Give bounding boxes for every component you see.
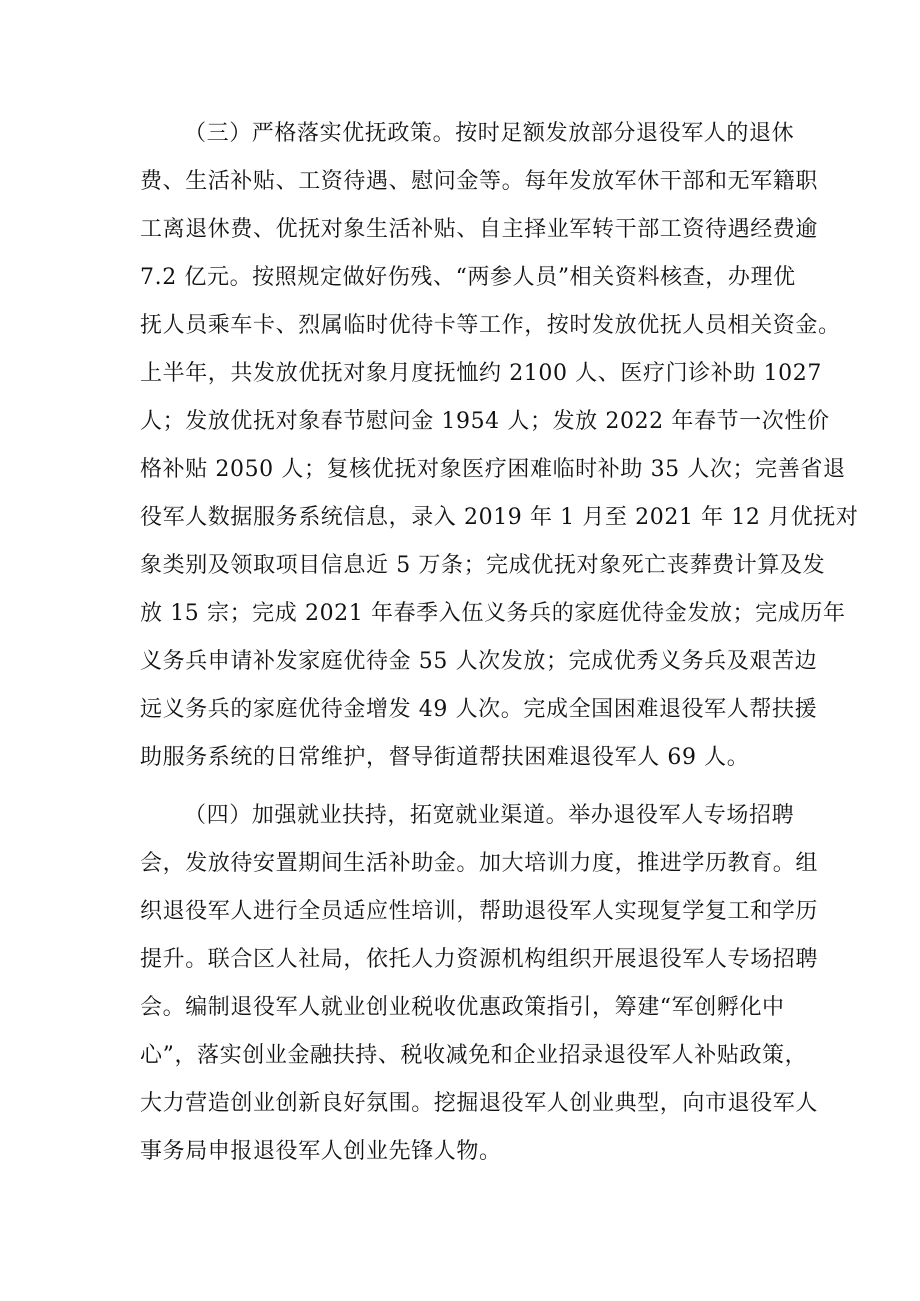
text-line: 大力营造创业创新良好氛围。挖掘退役军人创业典型，向市退役军人 (140, 1091, 819, 1116)
text-line: 远义务兵的家庭优待金增发 49 人次。完成全国困难退役军人帮扶援 (140, 697, 818, 722)
text-line: 会，发放待安置期间生活补助金。加大培训力度，推进学历教育。组 (140, 851, 819, 876)
text-line: 心”，落实创业金融扶持、税收减免和企业招录退役军人补贴政策， (140, 1043, 808, 1068)
text-line: 提升。联合区人社局，依托人力资源机构组织开展退役军人专场招聘 (140, 947, 819, 972)
text-line: 会。编制退役军人就业创业税收优惠政策指引，筹建“军创孵化中 (140, 995, 785, 1020)
text-line: 抚人员乘车卡、烈属临时优待卡等工作，按时发放优抚人员相关资金。 (140, 313, 841, 338)
text-line: （四）加强就业扶持，拓宽就业渠道。举办退役军人专场招聘 (184, 803, 795, 828)
text-line: 格补贴 2050 人；复核优抚对象医疗困难临时补助 35 人次；完善省退 (140, 457, 846, 482)
text-line: 象类别及领取项目信息近 5 万条；完成优抚对象死亡丧葬费计算及发 (140, 553, 826, 578)
text-line: 放 15 宗；完成 2021 年春季入伍义务兵的家庭优待金发放；完成历年 (140, 601, 846, 626)
text-line: 织退役军人进行全员适应性培训，帮助退役军人实现复学复工和学历 (140, 899, 819, 924)
text-line: 人；发放优抚对象春节慰问金 1954 人；发放 2022 年春节一次性价 (140, 409, 830, 434)
text-line: 7.2 亿元。按照规定做好伤残、“两参人员”相关资料核查，办理优 (140, 265, 796, 290)
text-line: 役军人数据服务系统信息，录入 2019 年 1 月至 2021 年 12 月优抚对 (140, 505, 859, 530)
text-line: 事务局申报退役军人创业先锋人物。 (140, 1139, 502, 1164)
text-line: （三）严格落实优抚政策。按时足额发放部分退役军人的退休 (184, 121, 795, 146)
text-line: 工离退休费、优抚对象生活补贴、自主择业军转干部工资待遇经费逾 (140, 217, 819, 242)
text-line: 助服务系统的日常维护，督导街道帮扶困难退役军人 69 人。 (140, 745, 750, 770)
text-line: 费、生活补贴、工资待遇、慰问金等。每年发放军休干部和无军籍职 (140, 169, 819, 194)
text-line: 上半年，共发放优抚对象月度抚恤约 2100 人、医疗门诊补助 1027 (140, 361, 822, 386)
text-line: 义务兵申请补发家庭优待金 55 人次发放；完成优秀义务兵及艰苦边 (140, 649, 818, 674)
